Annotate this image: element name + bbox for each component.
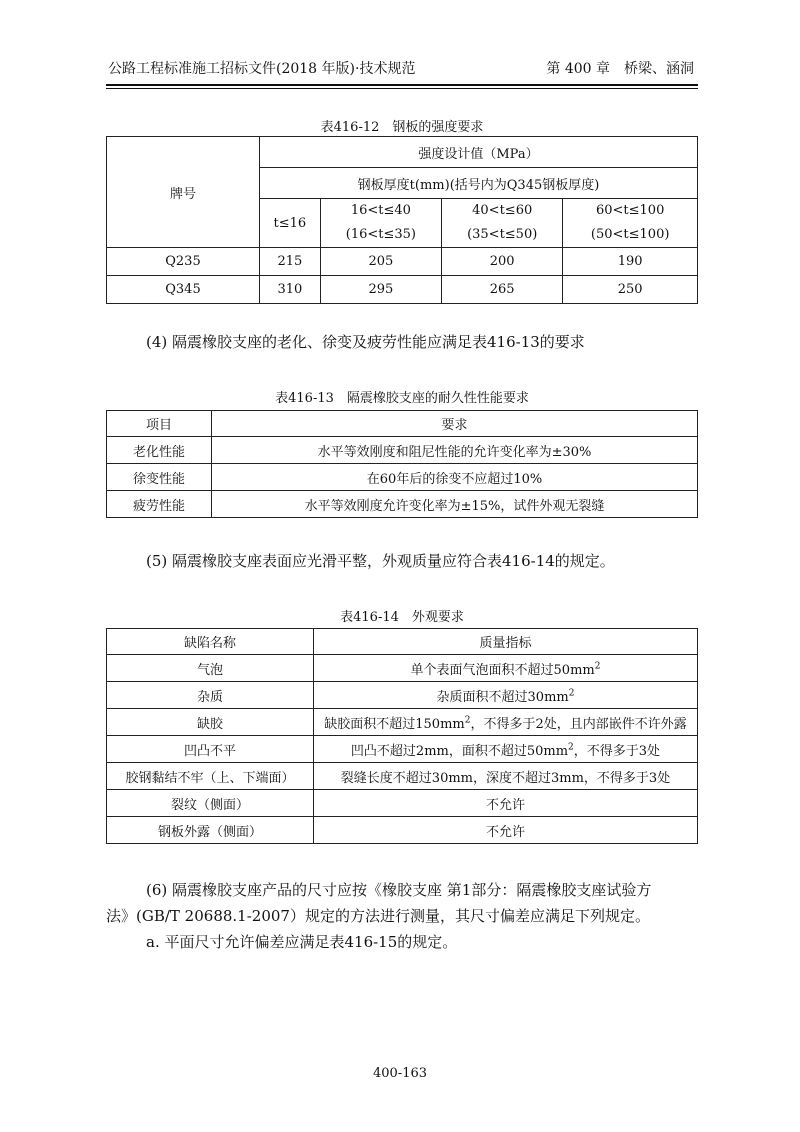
quality-text: 不允许 [485, 824, 525, 840]
table-row [107, 276, 698, 304]
paragraph-6 [106, 877, 698, 955]
quality-column-header: 质量指标 [314, 629, 698, 655]
table-header-row [107, 411, 698, 437]
range-line2: (50<t≤100) [590, 227, 670, 242]
value-cell: 205 [320, 248, 441, 276]
table-416-12-caption: 表416-12 钢板的强度要求 [320, 120, 484, 135]
value-cell: 250 [563, 276, 698, 304]
quality-text: 杂质面积不超过30mm [436, 689, 569, 705]
range-header [320, 199, 441, 248]
strength-group-header: 强度设计值（MPa） [260, 137, 698, 168]
range-line2: (35<t≤50) [467, 227, 538, 242]
quality-cell [314, 682, 698, 709]
defect-cell: 钢板外露（侧面） [107, 817, 314, 844]
table-row [107, 491, 698, 518]
table-header-row [107, 629, 698, 655]
thickness-sub-header: 钢板厚度t(mm)(括号内为Q345钢板厚度) [260, 168, 698, 199]
table-416-12 [106, 136, 698, 304]
superscript: 2 [568, 742, 574, 753]
paragraph-4: (4) 隔震橡胶支座的老化、徐变及疲劳性能应满足表416-13的要求 [146, 333, 585, 351]
quality-text: 单个表面气泡面积不超过50mm [410, 662, 595, 678]
quality-text: 凹凸不超过2mm，面积不超过50mm [350, 743, 569, 759]
table-row [107, 709, 698, 736]
paragraph-5: (5) 隔震橡胶支座表面应光滑平整，外观质量应符合表416-14的规定。 [146, 552, 615, 570]
quality-cell [314, 790, 698, 817]
running-header-chapter: 第 400 章 桥梁、涵洞 [546, 61, 694, 77]
table-row [107, 817, 698, 844]
table-416-13 [106, 410, 698, 518]
quality-cell [314, 763, 698, 790]
quality-text: 缺胶面积不超过150mm [324, 716, 465, 732]
range-line1: 60<t≤100 [595, 203, 665, 218]
defect-cell: 缺胶 [107, 709, 314, 736]
header-rule [106, 84, 698, 89]
table-row [107, 437, 698, 464]
table-row [107, 736, 698, 763]
paragraph-6-item-a: a. 平面尺寸允许偏差应满足表416-15的规定。 [146, 933, 458, 951]
range-line2: (16<t≤35) [345, 227, 416, 242]
table-416-14 [106, 628, 698, 844]
grade-cell: Q235 [107, 248, 260, 276]
range-line1: t≤16 [273, 215, 307, 231]
superscript: 2 [594, 661, 601, 672]
range-header [442, 199, 563, 248]
item-cell: 疲劳性能 [107, 491, 212, 518]
value-cell: 295 [320, 276, 441, 304]
range-header [563, 199, 698, 248]
value-cell: 265 [442, 276, 563, 304]
superscript: 2 [568, 688, 575, 699]
table-row [107, 682, 698, 709]
quality-text: 裂缝长度不超过30mm，深度不超过3mm，不得多于3处 [340, 770, 671, 786]
grade-cell: Q345 [107, 276, 260, 304]
paragraph-6-line2: 法》(GB/T 20688.1-2007）规定的方法进行测量，其尺寸偏差应满足下列规定。 [106, 907, 650, 925]
running-header-title: 公路工程标准施工招标文件(2018 年版)·技术规范 [108, 61, 416, 77]
quality-text: 不允许 [485, 797, 525, 813]
requirement-cell: 水平等效刚度允许变化率为±15%，试件外观无裂缝 [212, 491, 698, 518]
quality-text-tail: ，不得多于2处，且内部嵌件不许外露 [470, 716, 687, 732]
grade-column-header: 牌号 [107, 137, 260, 248]
paragraph-6-line1: (6) 隔震橡胶支座产品的尺寸应按《橡胶支座 第1部分：隔震橡胶支座试验方 [146, 881, 652, 899]
quality-cell [314, 709, 698, 736]
table-header-row [107, 137, 698, 168]
table-416-13-caption: 表416-13 隔震橡胶支座的耐久性性能要求 [275, 391, 529, 406]
quality-cell [314, 736, 698, 763]
range-line1: 16<t≤40 [350, 203, 411, 218]
table-row [107, 655, 698, 682]
table-row [107, 790, 698, 817]
defect-column-header: 缺陷名称 [107, 629, 314, 655]
item-cell: 老化性能 [107, 437, 212, 464]
defect-cell: 裂纹（侧面） [107, 790, 314, 817]
table-416-14-caption: 表416-14 外观要求 [340, 610, 464, 625]
requirement-column-header: 要求 [212, 411, 698, 437]
value-cell: 310 [260, 276, 321, 304]
table-row [107, 464, 698, 491]
range-line1: 40<t≤60 [472, 203, 533, 218]
value-cell: 200 [442, 248, 563, 276]
table-row [107, 248, 698, 276]
requirement-cell: 水平等效刚度和阻尼性能的允许变化率为±30% [212, 437, 698, 464]
value-cell: 190 [563, 248, 698, 276]
table-row [107, 763, 698, 790]
defect-cell: 气泡 [107, 655, 314, 682]
quality-cell [314, 655, 698, 682]
item-column-header: 项目 [107, 411, 212, 437]
quality-cell [314, 817, 698, 844]
page-number: 400-163 [372, 1066, 428, 1081]
item-cell: 徐变性能 [107, 464, 212, 491]
quality-text-tail: ，不得多于3处 [573, 743, 661, 759]
superscript: 2 [464, 715, 471, 726]
defect-cell: 凹凸不平 [107, 736, 314, 763]
range-header [260, 199, 321, 248]
defect-cell: 胶钢黏结不牢（上、下端面） [107, 763, 314, 790]
requirement-cell: 在60年后的徐变不应超过10% [212, 464, 698, 491]
value-cell: 215 [260, 248, 321, 276]
defect-cell: 杂质 [107, 682, 314, 709]
